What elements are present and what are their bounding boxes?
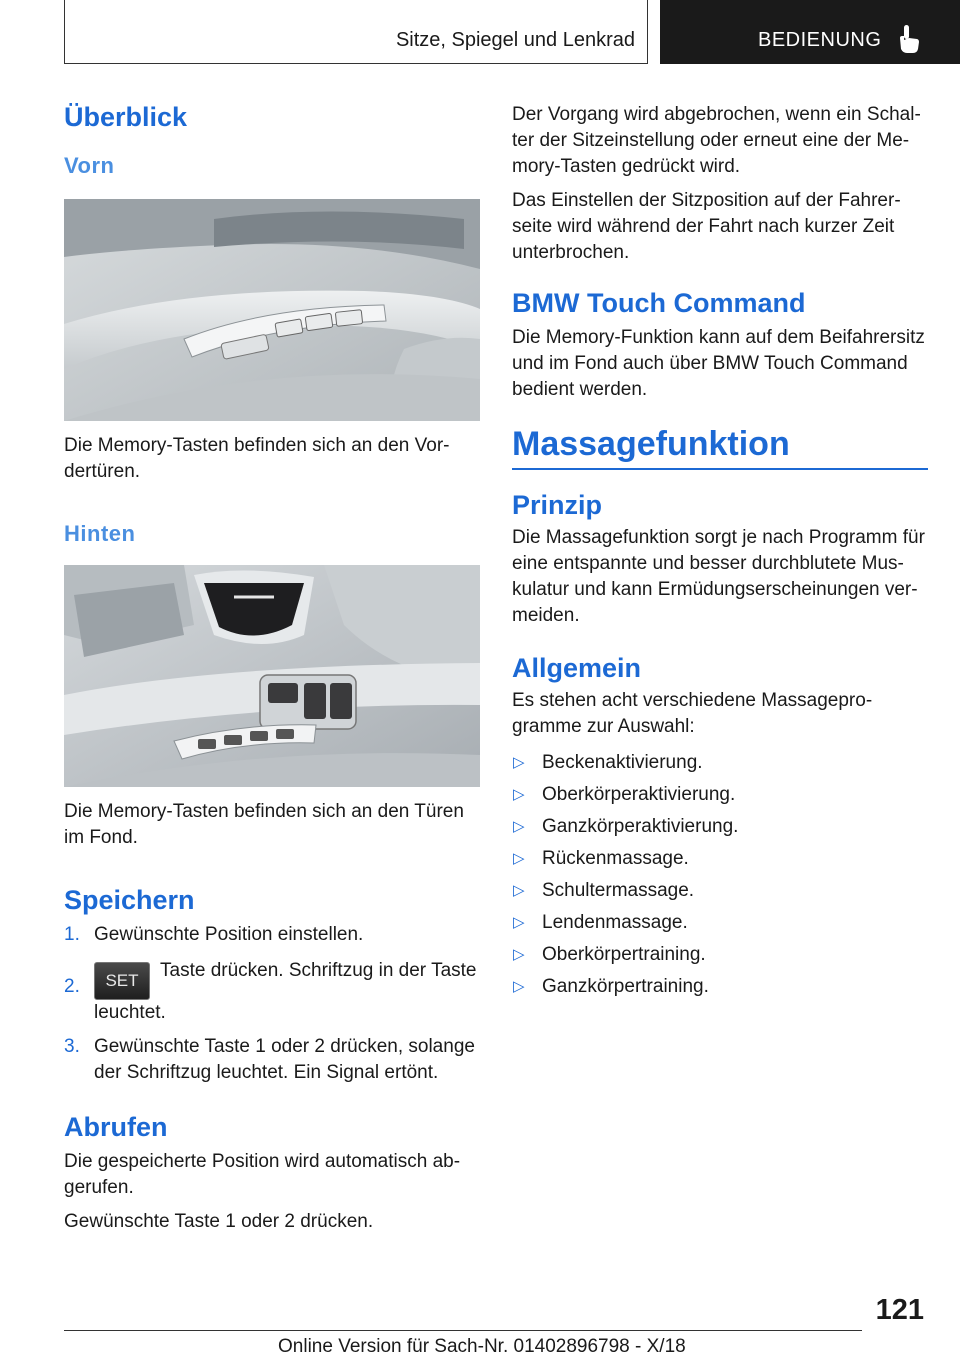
touch-command-text: Die Memory-Funktion kann auf dem Beifahrersitz und im Fond auch über BMW Touch Command bedient werden. [512,327,925,400]
massagefunktion-heading: Massagefunktion [512,425,790,463]
header-chapter-title: BEDIENUNG [758,29,882,51]
triangle-bullet-icon: ▷ [513,754,525,771]
right-column [512,102,928,1006]
step-2-number: 2. [64,976,80,997]
abrufen-heading: Abrufen [64,1112,168,1142]
list-item-label: Ganzkörpertraining. [542,976,709,997]
list-item-label: Ganzkörperaktivierung. [542,816,739,837]
abrufen-text-1: Die gespeicherte Position wird automatisch abgerufen. [64,1151,461,1198]
massage-heading-block [512,425,928,470]
triangle-bullet-icon: ▷ [513,818,525,835]
triangle-bullet-icon: ▷ [513,978,525,995]
hand-pointer-icon [896,24,922,54]
list-item-label: Schultermassage. [542,880,695,901]
list-item [512,878,928,904]
list-item-label: Rückenmassage. [542,848,689,869]
list-item [512,974,928,1000]
front-door-photo [64,199,480,421]
program-list [512,750,928,1000]
step-3 [64,1034,480,1086]
header-section-title: Sitze, Spiegel und Lenkrad [395,29,635,51]
step-1 [64,922,480,948]
abrufen-text-2: Gewünschte Taste 1 oder 2 drücken. [64,1211,374,1232]
footer-divider [64,1330,862,1331]
online-version-note: Online Version für Sach-Nr. 01402896798 - X/18 [278,1336,686,1357]
list-item [512,814,928,840]
vorn-heading: Vorn [64,153,115,178]
list-item [512,942,928,968]
abbruch-text: Der Vorgang wird abgebrochen, wenn ein Schalter der Sitzeinstellung oder erneut eine der Memory-Tasten gedrückt wird. [512,104,921,177]
list-item-label: Beckenaktivierung. [542,752,703,773]
set-key-icon: SET [94,962,150,1000]
header-chapter-tab [660,0,960,64]
allgemein-text: Es stehen acht verschiedene Massageprogramme zur Auswahl: [512,690,873,737]
hinten-caption: Die Memory-Tasten befinden sich an den Türen im Fond. [64,801,464,848]
hinten-heading: Hinten [64,521,136,546]
list-item-label: Oberkörperaktivierung. [542,784,736,805]
step-3-text: Gewünschte Taste 1 oder 2 drücken, solange der Schriftzug leuchtet. Ein Signal ertönt. [94,1036,475,1083]
step-1-number: 1. [64,924,80,945]
page-number: 121 [875,1294,924,1326]
list-item [512,910,928,936]
triangle-bullet-icon: ▷ [513,786,525,803]
left-column [64,96,480,1235]
touch-command-heading: BMW Touch Command [512,288,806,318]
step-3-number: 3. [64,1036,80,1057]
ueberblick-heading: Überblick [64,102,188,132]
triangle-bullet-icon: ▷ [513,882,525,899]
vorn-caption: Die Memory-Tasten befinden sich an den Vordertüren. [64,435,450,482]
prinzip-text: Die Massagefunktion sorgt je nach Programm für eine entspannte und besser durchblutete Muskulatur und kann Ermüdungserscheinungen vermeiden. [512,527,925,626]
list-item-label: Lendenmassage. [542,912,688,933]
triangle-bullet-icon: ▷ [513,914,525,931]
triangle-bullet-icon: ▷ [513,946,525,963]
rear-door-photo [64,565,480,787]
allgemein-heading: Allgemein [512,653,642,683]
header-section-box [64,0,648,64]
list-item [512,846,928,872]
step-1-text: Gewünschte Position einstellen. [94,924,364,945]
list-item [512,782,928,808]
speichern-heading: Speichern [64,885,195,915]
list-item-label: Oberkörpertraining. [542,944,706,965]
step-2 [64,958,480,1026]
step-2-text: Taste drücken. Schriftzug in der Taste leuchtet. [94,960,477,1023]
triangle-bullet-icon: ▷ [513,850,525,867]
fahrt-text: Das Einstellen der Sitzposition auf der Fahrerseite wird während der Fahrt nach kurzer Zeit unterbrochen. [512,190,901,263]
prinzip-heading: Prinzip [512,490,603,520]
list-item [512,750,928,776]
